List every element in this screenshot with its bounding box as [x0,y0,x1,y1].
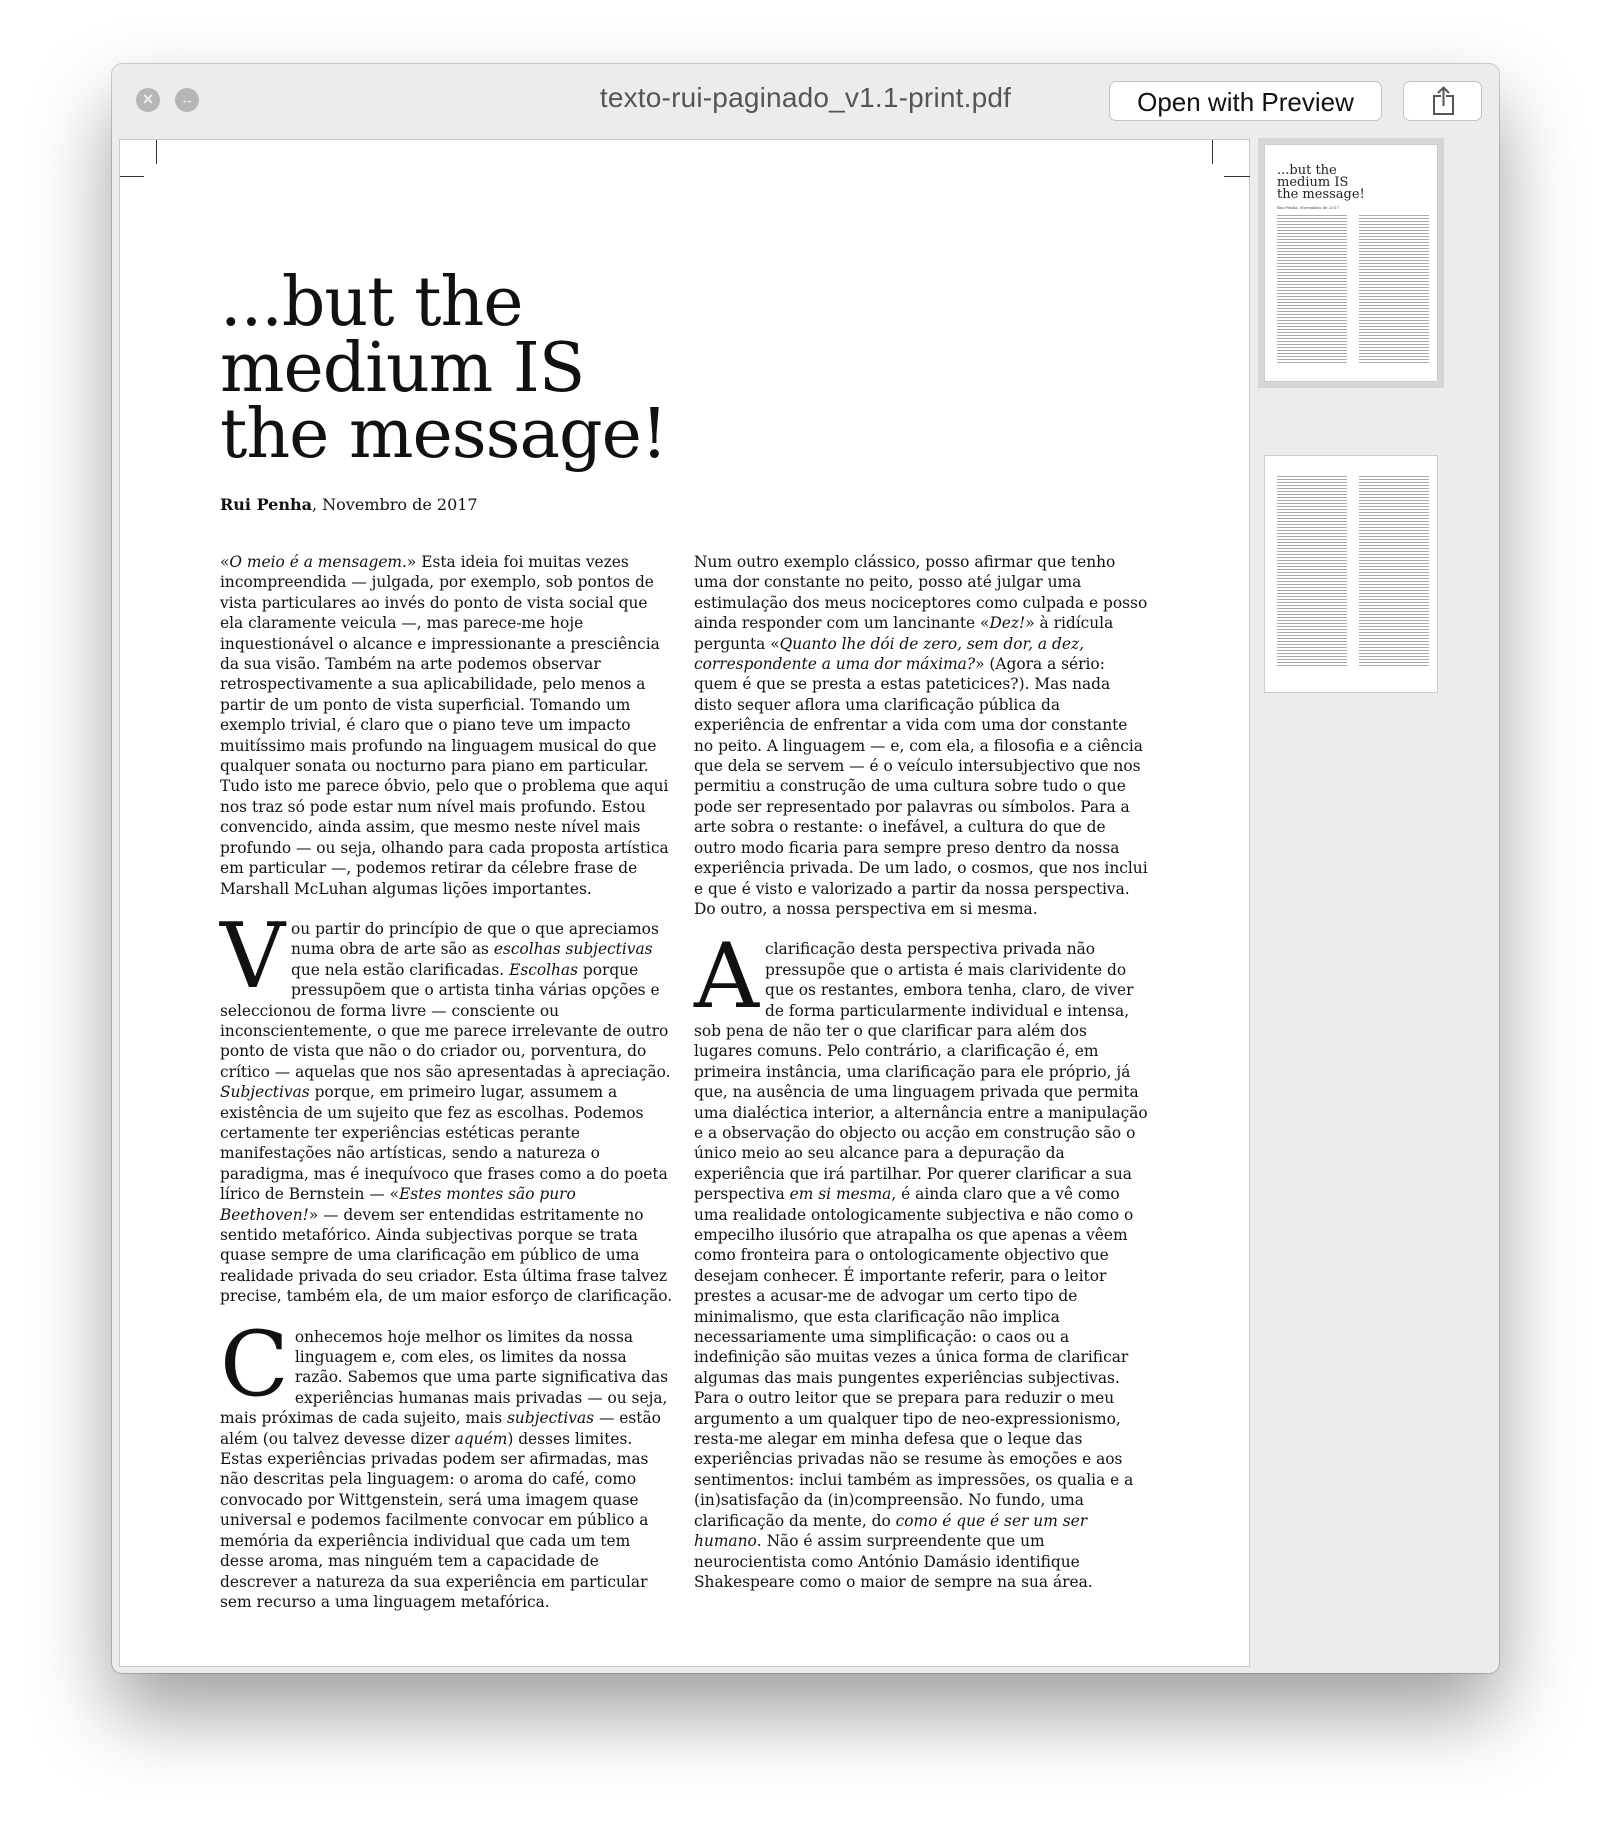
paragraph-text: , é ainda claro que a vê como uma realidade ontologicamente subjectiva e não como o empecilho ilusório que atrapalha os que apenas a vêem como fronteira para o ontologicamente objectivo que desejam conhecer. É importante referir, para o leitor prestes a acusar-me de advogar um certo tipo de minimalismo, que esta clarificação não implica necessariamente uma simplificação: o caos ou a indefinição são muitas vezes a única forma de clarificar algumas das mais pungentes experiências subjectivas. Para o outro leitor que se prepara para reduzir o meu argumento a um qualquer tipo de neo-expressionismo, resta-me alegar em minha defesa que o leque das experiências privadas não se resume às emoções e aos sentimentos: inclui também as impressões, os qualia e a (in)satisfação da (in)compreensão. No fundo, uma clarificação da mente, do [694,1185,1134,1530]
thumbnail-byline: Rui Penha, Novembro de 2017 [1277,205,1339,210]
pdf-page [119,139,1250,1667]
open-with-preview-button[interactable]: Open with Preview [1109,81,1382,121]
paragraph-text: » — devem ser entendidas estritamente no sentido metafórico. Ainda subjectivas porque se trata quase sempre de uma clarificação em público de uma realidade privada do seu criador. Esta última frase talvez precise, também ela, de um maior esforço de clarificação. [220,1205,673,1306]
crop-mark [1224,176,1250,177]
emphasis: Subjectivas [220,1083,310,1102]
emphasis: Estes montes são puro Beethoven! [220,1185,576,1224]
drop-cap: C [220,1311,289,1417]
thumbnail-sidebar [1257,139,1499,1669]
emphasis: O meio é a mensagem. [229,553,407,571]
author: Rui Penha [220,495,312,514]
thumbnail-text [1359,215,1429,365]
thumbnail-title-line: medium IS [1277,175,1349,190]
title-bar [112,64,1499,138]
emphasis: Dez! [989,614,1026,633]
paragraph-text: clarificação desta perspectiva privada não pressupõe que o artista é mais clarividente do que os restantes, embora tenha, claro, de viver de forma particularmente individual e intensa, sob pena de não ter o que clarificar para além dos lugares comuns. Pelo contrário, a clarificação é, em primeira instância, uma clarificação para ele próprio, já que, na ausência de uma linguagem privada que permita uma dialéctica interior, a alternância entre a manipulação e a observação do objecto ou acção em construção são o único meio ao seu alcance para a depuração da experiência que irá partilhar. Por querer clarificar a sua perspectiva [694,940,1148,1204]
byline [220,495,478,514]
paragraph-text: » à ridícula pergunta « [694,614,1114,653]
title-line: the message! [220,395,668,474]
paragraph-text: que nela estão clarificadas. [291,960,510,979]
page-thumbnail-2[interactable] [1264,455,1438,693]
emphasis: escolhas subjectivas [493,940,653,959]
paragraph: «O meio é a mensagem.» Esta ideia foi muitas vezes incompreendida — julgada, por exemplo, sob pontos de vista particulares ao invés do ponto de vista social que ela claramente veicula —, mas parece-me hoje inquestionável o alcance e impressionante a presciência da sua visão. Também na arte podemos observar retrospectivamente a sua aplicabilidade, pelo menos a partir de um ponto de vista superficial. Tomando um exemplo trivial, é claro que o piano teve um impacto muitíssimo mais profundo na linguagem musical do que qualquer sonata ou nocturno para piano em particular. Tudo isto me parece óbvio, pelo que o problema que aqui nos traz só pode estar num nível mais profundo. Estou convencido, ainda assim, que mesmo neste nível mais profundo — ou seja, olhando para cada proposta artística em particular —, podemos retirar da célebre frase de Marshall McLuhan algumas lições importantes. [220,553,669,898]
paragraph [220,903,675,1307]
window-title: texto-rui-paginado_v1.1-print.pdf [599,82,1012,113]
share-button[interactable] [1403,81,1482,121]
fullscreen-icon: ↔ [180,91,194,107]
paragraph [694,924,1149,1592]
paragraph-text: onhecemos hoje melhor os limites da nossa linguagem e, com eles, os limites da nossa razão. Sabemos que uma parte significativa das experiências humanas mais privadas — ou seja, mais próximas de cada sujeito, mais [220,1327,669,1428]
thumbnail-text [1359,476,1429,666]
crop-mark [156,140,157,164]
paragraph-text: porque pressupõem que o artista tinha várias opções e seleccionou de forma livre — consciente ou inconscientemente, o que me parece irrelevante de outro ponto de vista que não o do criador ou, porventura, do crítico — aquelas que nos são apresentadas à apreciação. [220,960,671,1081]
column-left [220,552,675,1632]
column-right [694,552,1149,1612]
emphasis: como é que é ser um ser humano [694,1511,1088,1551]
crop-mark [1212,140,1213,164]
paragraph [694,552,1149,919]
paragraph-text: — estão além (ou talvez devesse dizer [220,1409,661,1448]
paragraph [220,1311,675,1613]
share-icon [1404,82,1483,122]
drop-cap: V [220,903,285,1009]
paragraph-text: porque, em primeiro lugar, assumem a existência de um sujeito que fez as escolhas. Podemos certamente ter experiências estéticas perante manifestações não artísticas, sendo a natureza o paradigma, mas é inequívoco que frases como a do poeta lírico de Bernstein — « [220,1083,668,1204]
thumbnail-title [1277,165,1365,201]
emphasis: aquém [454,1429,508,1448]
document-title [220,263,668,474]
title-line: medium IS [220,329,585,408]
emphasis: subjectivas [507,1409,595,1428]
emphasis: em si mesma [789,1185,892,1204]
close-icon: × [142,89,154,109]
emphasis: Escolhas [509,960,579,979]
paragraph-text: » (Agora a sério: quem é que se presta a estas pateticices?). Mas nada disto sequer aflora uma clarificação pública da experiência de enfrentar a vida com uma dor constante no peito. A linguagem — e, com ela, a filosofia e a ciência que dela se servem — é o veículo intersubjectivo que nos permitiu a construção de uma cultura sobre tudo o que pode ser representado por palavras ou símbolos. Para a arte sobra o restante: o inefável, a cultura do que de outro modo ficaria para sempre preso dentro da nossa experiência privada. De um lado, o cosmos, que nos inclui e que é visto e valorizado a partir da nossa perspectiva. Do outro, a nossa perspectiva em si mesma. [694,655,1148,918]
paragraph-text: ou partir do princípio de que o que apreciamos numa obra de arte são as [291,919,659,959]
paragraph-text: . Não é assim surpreendente que um neurocientista como António Damásio identifique Shakespeare como o maior de sempre na sua área. [694,1532,1093,1591]
paragraph-text: » Esta ideia foi muitas vezes incompreendida — julgada, por exemplo, sob pontos de vista particulares ao invés do ponto de vista social que ela claramente veicula —, mas parece-me hoje inquestionável o alcance e impressionante a presciência da sua visão. Também na arte podemos observar retrospectivamente a sua aplicabilidade, pelo menos a partir de um ponto de vista superficial. Tomando um exemplo trivial, é claro que o piano teve um impacto muitíssimo mais profundo na linguagem musical do que qualquer sonata ou nocturno para piano em particular. Tudo isto me parece óbvio, pelo que o problema que aqui nos traz só pode estar num nível mais profundo. Estou convencido, ainda assim, que mesmo neste nível mais profundo — ou seja, olhando para cada proposta artística em particular —, podemos retirar da célebre frase de Marshall McLuhan algumas lições importantes. [220,553,669,898]
thumbnail-title-line: ...but the [1277,163,1337,178]
page-thumbnail-1[interactable] [1264,144,1438,382]
date: , Novembro de 2017 [312,495,478,514]
emphasis: Quanto lhe dói de zero, sem dor, a dez, correspondente a uma dor máxima? [694,634,1084,674]
title-line: ...but the [220,263,523,342]
crop-mark [120,176,144,177]
quicklook-window [112,64,1499,1673]
drop-cap: A [694,924,759,1030]
paragraph-text: Num outro exemplo clássico, posso afirmar que tenho uma dor constante no peito, posso até julgar uma estimulação dos meus nociceptores como culpada e posso ainda responder com um lancinante « [694,553,1148,633]
paragraph-text: ) desses limites. Estas experiências privadas podem ser afirmadas, mas não descritas pela linguagem: o aroma do café, como convocado por Wittgenstein, será uma imagem quase universal e podemos facilmente convocar em público a memória da experiência individual que cada um tem desse aroma, mas ninguém tem a capacidade de descrever a natureza da sua experiência em particular sem recurso a uma linguagem metafórica. [220,1429,649,1611]
thumbnail-text [1277,215,1347,365]
thumbnail-title-line: the message! [1277,187,1365,202]
thumbnail-text [1277,476,1347,666]
